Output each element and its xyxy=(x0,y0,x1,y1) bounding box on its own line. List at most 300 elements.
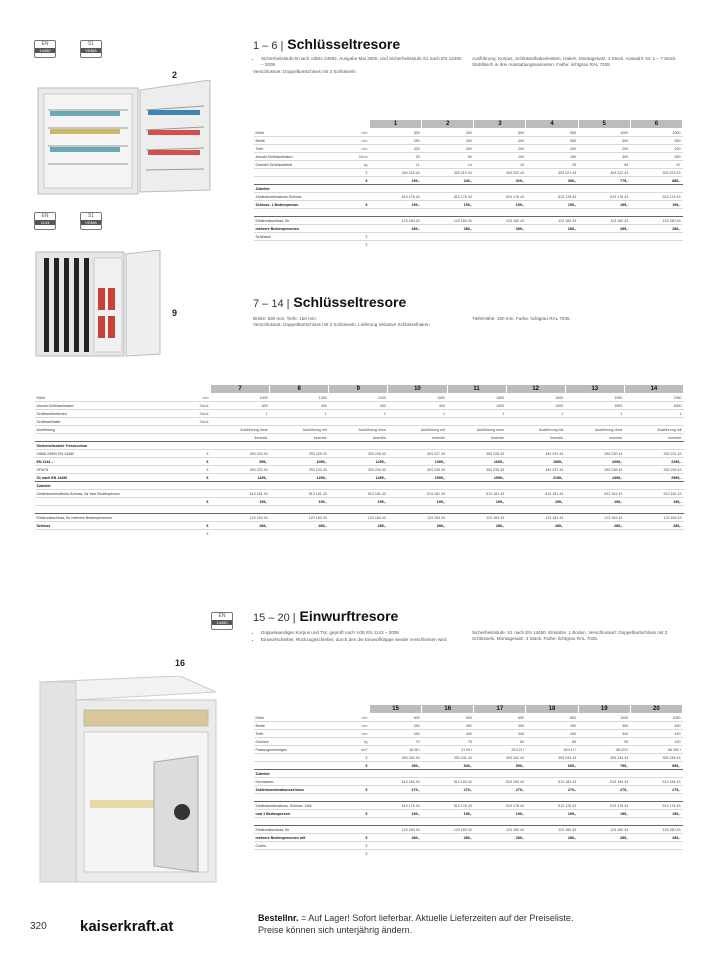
table-row xyxy=(35,426,684,434)
table-cell xyxy=(370,850,422,858)
row-unit: € xyxy=(349,762,370,770)
row-unit xyxy=(349,185,370,193)
table-row xyxy=(254,770,683,778)
table-cell: 1500 xyxy=(565,402,624,410)
table-cell: 400 xyxy=(270,402,329,410)
table-header-blank xyxy=(349,705,370,714)
table-cell: 440 xyxy=(526,730,578,738)
table-cell xyxy=(630,794,682,802)
row-unit: € xyxy=(190,474,211,482)
table-cell xyxy=(474,818,526,826)
table-cell: 123 163 43 xyxy=(388,514,447,522)
table-cell xyxy=(630,818,682,826)
table-cell: 393 219 43 xyxy=(422,169,474,177)
table-cell: 1000 xyxy=(630,129,682,137)
table-row xyxy=(35,434,684,442)
table-cell xyxy=(474,850,526,858)
table-row xyxy=(254,209,683,217)
table-cell: 199,- xyxy=(329,498,388,506)
column-header: 17 xyxy=(474,705,526,714)
table-row xyxy=(254,754,683,762)
table-cell xyxy=(578,818,630,826)
row-label xyxy=(35,506,190,514)
table-row xyxy=(254,233,683,241)
table-cell xyxy=(474,842,526,850)
table-cell xyxy=(422,770,474,778)
table-cell xyxy=(578,842,630,850)
table-header-row xyxy=(254,120,683,129)
column-header: 18 xyxy=(526,705,578,714)
section-notes-right: Sicherheitsstufe: S1 nach EN 14450. Einsätze: 1 Boden. Verschlussart: Doppelbartschloss mit 2 Schlüsseln. Montagesatz: 4 Stück. Farbe: lichtgrau RAL 7035. xyxy=(472,630,668,641)
table-row xyxy=(35,466,684,474)
table-row xyxy=(254,722,683,730)
table-cell: 393 227 43 xyxy=(388,450,447,458)
table-cell: 200 xyxy=(526,145,578,153)
table-row xyxy=(35,458,684,466)
table-cell: 279,- xyxy=(526,786,578,794)
table-cell xyxy=(388,482,447,490)
table-cell: 999,- xyxy=(211,458,270,466)
table-cell: 199,- xyxy=(422,810,474,818)
table-cell: 513 181 43 xyxy=(624,490,683,498)
row-unit: € xyxy=(349,850,370,858)
table-cell xyxy=(624,530,683,538)
table-cell: 513 178 43 xyxy=(526,193,578,201)
table-cell: 393 235 43 xyxy=(388,466,447,474)
table-row xyxy=(35,482,684,490)
table-cell: 550 xyxy=(474,129,526,137)
table-cell: 550 xyxy=(526,137,578,145)
table-cell xyxy=(447,530,506,538)
row-unit xyxy=(349,794,370,802)
row-unit: € xyxy=(349,754,370,762)
table-cell: 279,- xyxy=(370,786,422,794)
table-cell: 200 xyxy=(578,145,630,153)
table-cell xyxy=(474,209,526,217)
table-cell: 1000 xyxy=(578,714,630,722)
table-row xyxy=(35,530,684,538)
table-cell: 123 163 43 xyxy=(270,514,329,522)
row-unit: mm xyxy=(190,394,211,402)
row-label: Sicherheitsstufe Tresorcolour xyxy=(35,442,190,450)
table-cell: 1599,- xyxy=(388,474,447,482)
table-cell: 450 xyxy=(422,722,474,730)
table-cell: Innentür xyxy=(447,434,506,442)
table-cell: 400 xyxy=(211,402,270,410)
row-unit: kg xyxy=(349,161,370,169)
table-cell: 100 xyxy=(474,153,526,161)
row-unit: € xyxy=(349,241,370,249)
table-cell: 199,- xyxy=(370,201,422,209)
table-cell: 1 xyxy=(447,410,506,418)
column-header: 5 xyxy=(578,120,630,129)
table-cell xyxy=(630,233,682,241)
table-cell xyxy=(388,530,447,538)
table-cell xyxy=(578,209,630,217)
table-cell: 1000 xyxy=(506,402,565,410)
table-cell: 393 240 43 xyxy=(370,754,422,762)
table-cell: 400 xyxy=(388,402,447,410)
table-cell: 300 xyxy=(578,153,630,161)
row-label xyxy=(35,498,190,506)
table-cell xyxy=(211,418,270,426)
table-cell xyxy=(578,241,630,249)
table-cell: 150 xyxy=(526,153,578,161)
row-label xyxy=(254,794,349,802)
column-header: 9 xyxy=(329,385,388,394)
table-row xyxy=(254,153,683,161)
row-unit: € xyxy=(349,810,370,818)
table-cell: Innentür xyxy=(565,434,624,442)
table-cell xyxy=(422,850,474,858)
row-unit xyxy=(349,770,370,778)
table-cell xyxy=(270,506,329,514)
table-cell: 289,- xyxy=(630,225,682,233)
table-row xyxy=(254,738,683,746)
table-row xyxy=(254,129,683,137)
row-label xyxy=(254,241,349,249)
table-header-row xyxy=(35,385,684,394)
row-unit: € xyxy=(190,450,211,458)
row-unit xyxy=(349,193,370,201)
table-cell: 393 239 43 xyxy=(624,466,683,474)
table-cell xyxy=(370,842,422,850)
table-cell: 123 163 43 xyxy=(624,514,683,522)
table-cell: 450 xyxy=(370,722,422,730)
table-cell: 1500 xyxy=(624,402,683,410)
row-unit xyxy=(190,442,211,450)
table-row xyxy=(254,137,683,145)
table-cell: 54 xyxy=(578,161,630,169)
row-label: EN 1143 – xyxy=(35,458,190,466)
table-cell xyxy=(329,530,388,538)
row-label: Ausführung xyxy=(35,426,190,434)
table-cell: 1000 xyxy=(329,394,388,402)
table-row xyxy=(254,826,683,834)
table-cell: 199,- xyxy=(270,498,329,506)
table-cell xyxy=(474,794,526,802)
table-cell: 199,- xyxy=(447,498,506,506)
table-cell: Innentür xyxy=(388,434,447,442)
table-cell: 19 xyxy=(474,161,526,169)
row-unit: € xyxy=(349,169,370,177)
table-cell: 279,- xyxy=(474,786,526,794)
table-cell: 393 238 43 xyxy=(565,466,624,474)
table-cell: 899,- xyxy=(630,762,682,770)
table-cell: 25 l/13 l xyxy=(474,746,526,754)
table-cell: 300 xyxy=(370,129,422,137)
table-row xyxy=(35,522,684,530)
table-cell xyxy=(422,241,474,249)
column-header: 14 xyxy=(624,385,683,394)
table-cell xyxy=(447,482,506,490)
table-cell: 889,- xyxy=(630,177,682,185)
row-unit xyxy=(349,778,370,786)
page-number: 320 xyxy=(30,921,47,932)
row-label: Breite xyxy=(254,137,349,145)
row-unit: mm xyxy=(349,129,370,137)
table-row xyxy=(35,450,684,458)
row-unit xyxy=(349,826,370,834)
table-cell: 513 181 43 xyxy=(270,490,329,498)
table-cell: 393 233 43 xyxy=(270,466,329,474)
table-cell xyxy=(565,482,624,490)
table-cell xyxy=(370,209,422,217)
table-cell xyxy=(630,842,682,850)
table-cell: 450 xyxy=(526,722,578,730)
table-row xyxy=(254,201,683,209)
column-header: 20 xyxy=(630,705,682,714)
table-row xyxy=(35,474,684,482)
row-label: Zubehör xyxy=(254,185,349,193)
row-label: Zahlenkombinations-Schloss, für eine Bedienperson xyxy=(35,490,190,498)
table-row xyxy=(35,394,684,402)
table-cell: 1099,- xyxy=(270,458,329,466)
table-cell xyxy=(624,442,683,450)
table-cell xyxy=(270,442,329,450)
table-cell xyxy=(211,530,270,538)
table-cell: 393 224 43 xyxy=(211,450,270,458)
table-cell xyxy=(565,530,624,538)
table-cell: Ausführung mit xyxy=(506,426,565,434)
table-cell: 440 xyxy=(474,730,526,738)
table-cell xyxy=(526,842,578,850)
table-cell: 513 184 43 xyxy=(422,778,474,786)
table-cell: 393 218 43 xyxy=(370,169,422,177)
section-notes-right: Ausführung: Korpus, Schlüsselhakenleisten, Haken. Montagesatz: 4 Stück. Auswahl: Nr. 1 – 7 Stück. Stahlblech in drei Ausstattungsvarianten. Farbe: lichtgrau RAL 7035. xyxy=(472,56,677,67)
table-cell: Ausführung ohne xyxy=(447,426,506,434)
table-row xyxy=(35,418,684,426)
row-label: Schloss xyxy=(35,522,190,530)
row-label xyxy=(254,177,349,185)
table-cell xyxy=(447,418,506,426)
table-header-blank xyxy=(254,705,349,714)
table-cell xyxy=(329,418,388,426)
table-cell xyxy=(624,506,683,514)
table-cell xyxy=(211,482,270,490)
table-cell: 399,- xyxy=(526,177,578,185)
table-cell: 123 160 43 xyxy=(370,826,422,834)
table-cell: 393 243 43 xyxy=(526,754,578,762)
row-label: Zubehör xyxy=(254,770,349,778)
table-cell: 393 234 43 xyxy=(329,466,388,474)
table-cell: 513 178 43 xyxy=(422,193,474,201)
table-cell: 18 l/6 l xyxy=(370,746,422,754)
table-cell: Ausführung mit xyxy=(388,426,447,434)
table-cell: 1199,- xyxy=(211,474,270,482)
table-cell: 500 xyxy=(370,714,422,722)
table-cell: 199,- xyxy=(370,810,422,818)
table-cell xyxy=(370,241,422,249)
table-cell xyxy=(526,185,578,193)
table-cell xyxy=(578,850,630,858)
row-unit: mm xyxy=(349,730,370,738)
table-cell: 1000 xyxy=(211,394,270,402)
table-row xyxy=(254,241,683,249)
table-cell: 2299,- xyxy=(624,458,683,466)
table-cell: 599,- xyxy=(474,762,526,770)
table-cell: 440 xyxy=(370,730,422,738)
row-unit xyxy=(349,818,370,826)
row-label xyxy=(254,762,349,770)
column-header: 11 xyxy=(447,385,506,394)
table-cell: 199,- xyxy=(506,498,565,506)
table-cell xyxy=(474,185,526,193)
table-row xyxy=(35,498,684,506)
table-cell xyxy=(526,850,578,858)
table-row xyxy=(254,217,683,225)
table-cell: 289,- xyxy=(506,522,565,530)
table-cell: 123 160 43 xyxy=(370,217,422,225)
table-cell: 550 xyxy=(578,137,630,145)
table-cell: 393 221 43 xyxy=(526,169,578,177)
row-label: Zahlenkombinationsschloss xyxy=(254,786,349,794)
table-cell xyxy=(474,233,526,241)
table-cell: 200 xyxy=(422,145,474,153)
row-label: Schlüsselhalter xyxy=(35,418,190,426)
table-cell: 330 xyxy=(422,137,474,145)
table-cell: Innentür xyxy=(211,434,270,442)
table-cell: 123 160 43 xyxy=(422,826,474,834)
row-label: Fassungsvermögen xyxy=(254,746,349,754)
table-cell: 250 xyxy=(370,137,422,145)
table-cell: 393 244 43 xyxy=(578,754,630,762)
table-cell: 199,- xyxy=(388,498,447,506)
table-cell xyxy=(474,241,526,249)
table-cell: 199,- xyxy=(630,201,682,209)
table-cell: 200 xyxy=(630,145,682,153)
column-header: 15 xyxy=(370,705,422,714)
table-cell xyxy=(370,233,422,241)
row-label xyxy=(254,754,349,762)
table-cell: 199,- xyxy=(370,177,422,185)
table-cell: 123 160 43 xyxy=(474,217,526,225)
table-cell: 450 xyxy=(578,722,630,730)
table-row xyxy=(254,842,683,850)
table-cell xyxy=(388,506,447,514)
table-cell: 329,- xyxy=(474,177,526,185)
table-cell: 1 xyxy=(565,410,624,418)
table-row xyxy=(254,714,683,722)
column-header: 19 xyxy=(578,705,630,714)
table-cell: 1999,- xyxy=(447,474,506,482)
table-cell: 400 xyxy=(329,402,388,410)
table-row xyxy=(254,145,683,153)
table-cell: 1500 xyxy=(447,394,506,402)
table-cell xyxy=(370,794,422,802)
row-label: Tiefe xyxy=(254,145,349,153)
table-row xyxy=(254,810,683,818)
row-unit xyxy=(349,209,370,217)
table-cell: 199,- xyxy=(630,810,682,818)
row-label xyxy=(254,850,349,858)
table-row xyxy=(35,442,684,450)
key-cabinet-tall-image xyxy=(34,250,164,360)
section-title: 15 – 20 | Einwurftresore xyxy=(253,608,399,624)
table-cell: 80 xyxy=(474,738,526,746)
table-cell: 199,- xyxy=(211,498,270,506)
table-cell: 249,- xyxy=(422,177,474,185)
row-label: VdMA 24992 EN 14450 xyxy=(35,450,190,458)
table-row xyxy=(254,746,683,754)
row-unit xyxy=(190,514,211,522)
row-label: Höhe xyxy=(254,714,349,722)
table-cell: 123 163 43 xyxy=(565,514,624,522)
table-cell: 1 xyxy=(388,410,447,418)
table-cell xyxy=(370,818,422,826)
certification-badge: S1 VDMA xyxy=(80,212,102,230)
table-cell: 513 181 43 xyxy=(565,490,624,498)
row-label: Elektronikschloss, für mehrere Bedienpersonen xyxy=(35,514,190,522)
row-label xyxy=(254,169,349,177)
table-header-blank xyxy=(190,385,211,394)
table-cell xyxy=(630,209,682,217)
column-header: 3 xyxy=(474,120,526,129)
table-cell: 393 237 43 xyxy=(506,466,565,474)
table-cell xyxy=(474,770,526,778)
footer-note: Bestellnr. = Auf Lager! Sofort lieferbar. Aktuelle Lieferzeiten auf der Preiseliste. Preise können sich unterjährig ändern. xyxy=(258,913,574,935)
table-cell: 650 xyxy=(474,714,526,722)
row-unit: € xyxy=(349,177,370,185)
table-cell: 513 181 43 xyxy=(211,490,270,498)
table-header-blank xyxy=(35,385,190,394)
table-cell: 289,- xyxy=(474,225,526,233)
table-row xyxy=(254,185,683,193)
table-header-blank xyxy=(254,120,349,129)
table-cell: 1899,- xyxy=(506,458,565,466)
table-cell: 393 220 43 xyxy=(474,169,526,177)
product-table xyxy=(34,384,684,537)
table-cell: 95 xyxy=(578,738,630,746)
row-unit xyxy=(349,217,370,225)
table-cell: 393 245 43 xyxy=(630,754,682,762)
table-cell: 500 xyxy=(630,153,682,161)
table-cell: 199,- xyxy=(474,810,526,818)
column-header: 10 xyxy=(388,385,447,394)
table-cell: 513 178 43 xyxy=(474,802,526,810)
table-cell: 123 160 43 xyxy=(422,217,474,225)
table-row xyxy=(254,778,683,786)
table-row xyxy=(254,818,683,826)
table-row xyxy=(254,794,683,802)
table-cell: 393 229 43 xyxy=(506,450,565,458)
picture-number: 2 xyxy=(172,70,178,80)
table-cell: Ausführung mit xyxy=(270,426,329,434)
column-header: 13 xyxy=(565,385,624,394)
table-cell xyxy=(624,418,683,426)
row-unit: Stück xyxy=(190,418,211,426)
row-unit: € xyxy=(349,233,370,241)
table-cell: 289,- xyxy=(474,834,526,842)
table-row xyxy=(35,410,684,418)
row-unit xyxy=(349,225,370,233)
column-header: 4 xyxy=(526,120,578,129)
table-cell: 1950 xyxy=(624,394,683,402)
table-cell: 2399,- xyxy=(565,474,624,482)
row-label: Elektronikschloss, für xyxy=(254,826,349,834)
table-cell: 123 163 43 xyxy=(211,514,270,522)
table-cell: 75 xyxy=(422,738,474,746)
table-cell: 513 181 43 xyxy=(329,490,388,498)
table-cell xyxy=(565,506,624,514)
row-label: Zahlenkombinations-Schloss xyxy=(254,193,349,201)
table-cell xyxy=(565,418,624,426)
row-unit xyxy=(190,490,211,498)
table-row xyxy=(254,762,683,770)
section-title: 7 – 14 | Schlüsseltresore xyxy=(253,294,407,310)
table-cell: 513 181 43 xyxy=(447,490,506,498)
table-header-blank xyxy=(349,120,370,129)
